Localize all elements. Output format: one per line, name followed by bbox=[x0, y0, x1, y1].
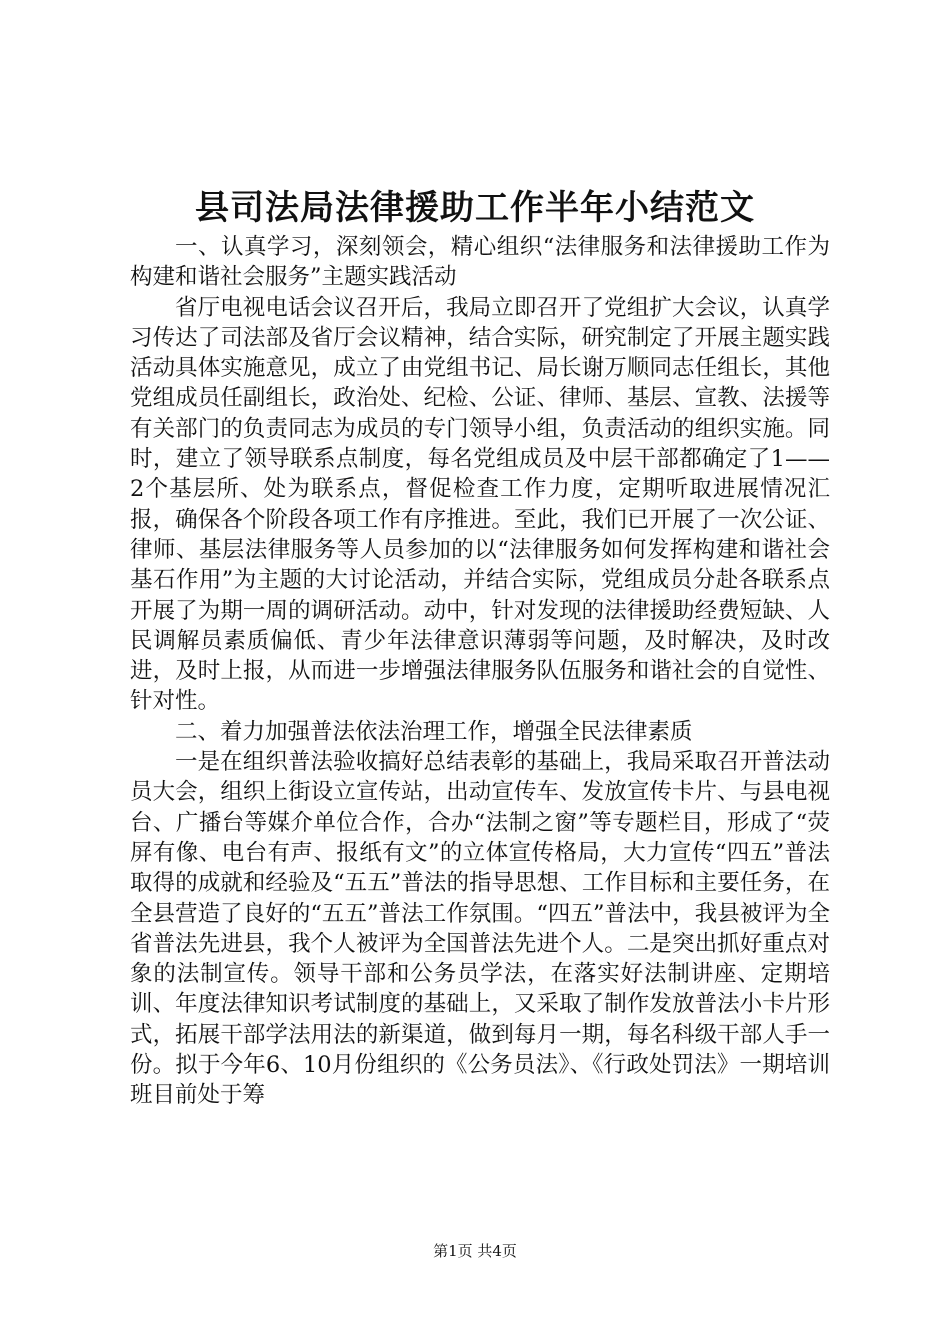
body-paragraph: 省厅电视电话会议召开后，我局立即召开了党组扩大会议，认真学习传达了司法部及省厅会议精神，结合实际，研究制定了开展主题实践活动具体实施意见，成立了由党组书记、局长谢万顺同志任组长，其他党组成员任副组长，政治处、纪检、公证、律师、基层、宣教、法援等有关部门的负责同志为成员的专门领导小组，负责活动的组织实施。同时，建立了领导联系点制度，每名党组成员及中层干部都确定了1——2个基层所、处为联系点，督促检查工作力度，定期听取进展情况汇报，确保各个阶段各项工作有序推进。至此，我们已开展了一次公证、律师、基层法律服务等人员参加的以“法律服务如何发挥构建和谐社会基石作用”为主题的大讨论活动，并结合实际，党组成员分赴各联系点开展了为期一周的调研活动。动中，针对发现的法律援助经费短缺、人民调解员素质偏低、青少年法律意识薄弱等问题，及时解决，及时改进，及时上报，从而进一步增强法律服务队伍服务和谐社会的自觉性、针对性。 bbox=[130, 294, 830, 715]
section-heading-2: 二、着力加强普法依法治理工作，增强全民法律素质 bbox=[175, 718, 693, 745]
page-footer bbox=[0, 1240, 950, 1262]
document-body bbox=[130, 232, 830, 1111]
page-total: 共4页 bbox=[477, 1242, 517, 1260]
page-number: 第1页 bbox=[433, 1242, 473, 1260]
body-paragraph: 一是在组织普法验收搞好总结表彰的基础上，我局采取召开普法动员大会，组织上街设立宣传站，出动宣传车、发放宣传卡片、与县电视台、广播台等媒介单位合作，合办“法制之窗”等专题栏目，形成了“荧屏有像、电台有声、报纸有文”的立体宣传格局，大力宣传“四五”普法取得的成就和经验及“五五”普法的指导思想、工作目标和主要任务，在全县营造了良好的“五五”普法工作氛围。“四五”普法中，我县被评为全省普法先进县，我个人被评为全国普法先进个人。二是突出抓好重点对象的法制宣传。领导干部和公务员学法，在落实好法制讲座、定期培训、年度法律知识考试制度的基础上，又采取了制作发放普法小卡片形式，拓展干部学法用法的新渠道，做到每月一期，每名科级干部人手一份。拟于今年6、10月份组织的《公务员法》、《行政处罚法》一期培训班目前处于筹 bbox=[130, 749, 830, 1109]
section-heading-1: 一、认真学习，深刻领会，精心组织“法律服务和法律援助工作为构建和谐社会服务”主题实践活动 bbox=[130, 234, 830, 291]
document-title: 县司法局法律援助工作半年小结范文 bbox=[195, 188, 755, 228]
